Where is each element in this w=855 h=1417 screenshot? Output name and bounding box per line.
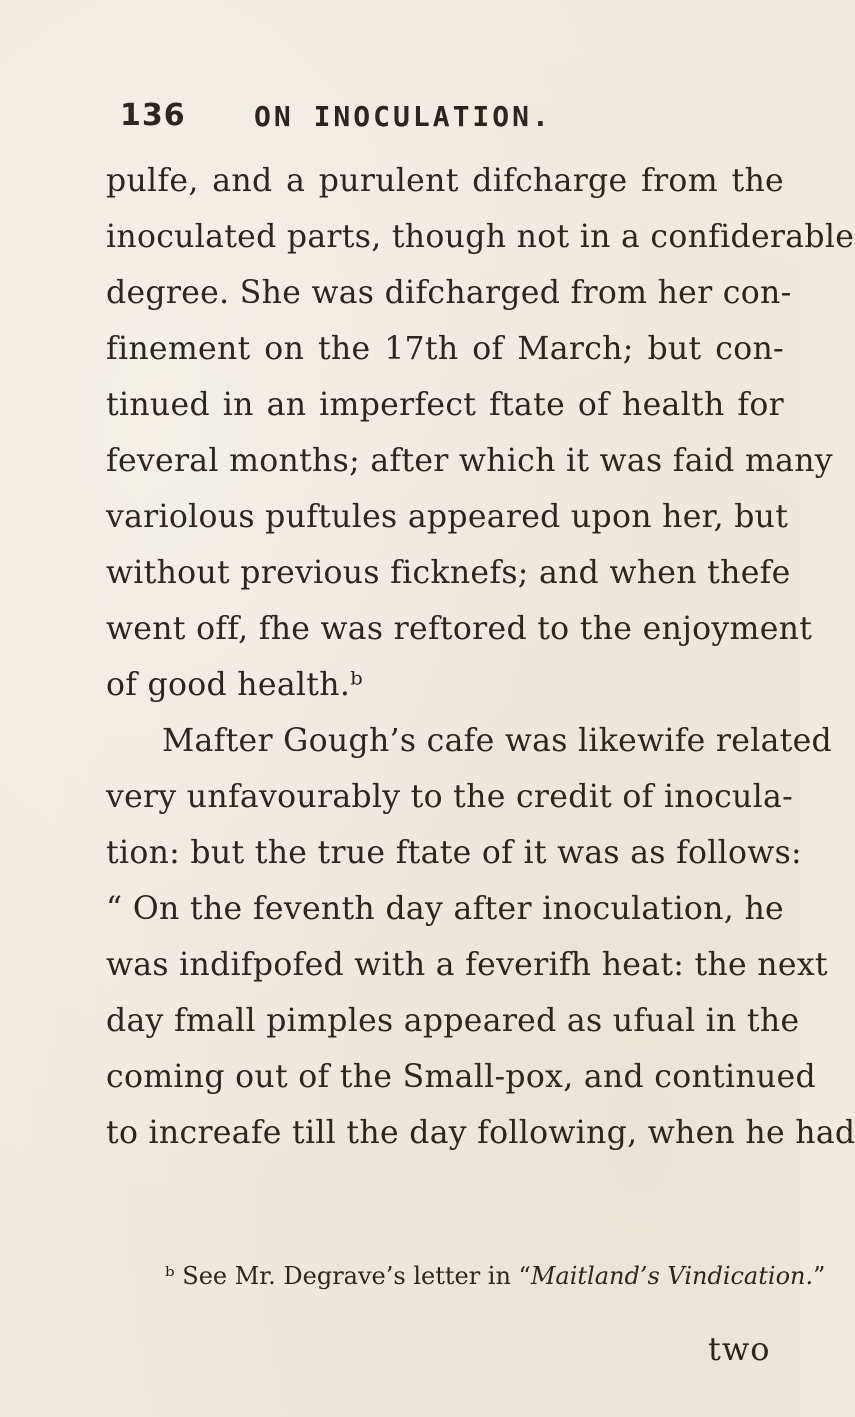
body-line: tion: but the true ftate of it was as follows: bbox=[106, 835, 802, 871]
footnote bbox=[165, 1262, 825, 1290]
body-line: degree. She was difcharged from her con- bbox=[106, 275, 792, 311]
body-line: feveral months; after which it was faid many bbox=[106, 443, 833, 479]
body-line: pulfe, and a purulent difcharge from the bbox=[106, 163, 784, 199]
body-line: Mafter Gough’s cafe was likewife related bbox=[162, 723, 833, 759]
footnote-text: See Mr. Degrave’s letter in “ bbox=[182, 1262, 531, 1290]
page-number: 136 bbox=[120, 98, 186, 133]
body-line: day fmall pimples appeared as ufual in the bbox=[106, 1003, 800, 1039]
body-line: tinued in an imperfect ftate of health for bbox=[106, 387, 784, 423]
body-line: without previous ficknefs; and when thefe bbox=[106, 555, 791, 591]
footnote-closing-quote: ” bbox=[813, 1262, 826, 1290]
body-line: coming out of the Small-pox, and continued bbox=[106, 1059, 816, 1095]
body-line: finement on the 17th of March; but con- bbox=[106, 331, 784, 367]
running-head: ON INOCULATION. bbox=[254, 100, 552, 133]
body-line: of good health.ᵇ bbox=[106, 667, 364, 703]
body-line: inoculated parts, though not in a confiderable bbox=[106, 219, 855, 255]
body-line: very unfavourably to the credit of inocula- bbox=[106, 779, 794, 815]
body-line: was indifpofed with a feverifh heat: the next bbox=[106, 947, 828, 983]
catchword: two bbox=[708, 1330, 771, 1368]
page-header bbox=[0, 98, 800, 138]
footnote-marker: ᵇ bbox=[165, 1262, 175, 1290]
body-line: to increafe till the day following, when he had bbox=[106, 1115, 855, 1151]
body-line: variolous puftules appeared upon her, but bbox=[106, 499, 789, 535]
body-line: went off, fhe was reftored to the enjoyment bbox=[106, 611, 813, 647]
body-line: “ On the feventh day after inoculation, he bbox=[106, 891, 784, 927]
footnote-title: Maitland’s Vindication. bbox=[530, 1262, 814, 1290]
